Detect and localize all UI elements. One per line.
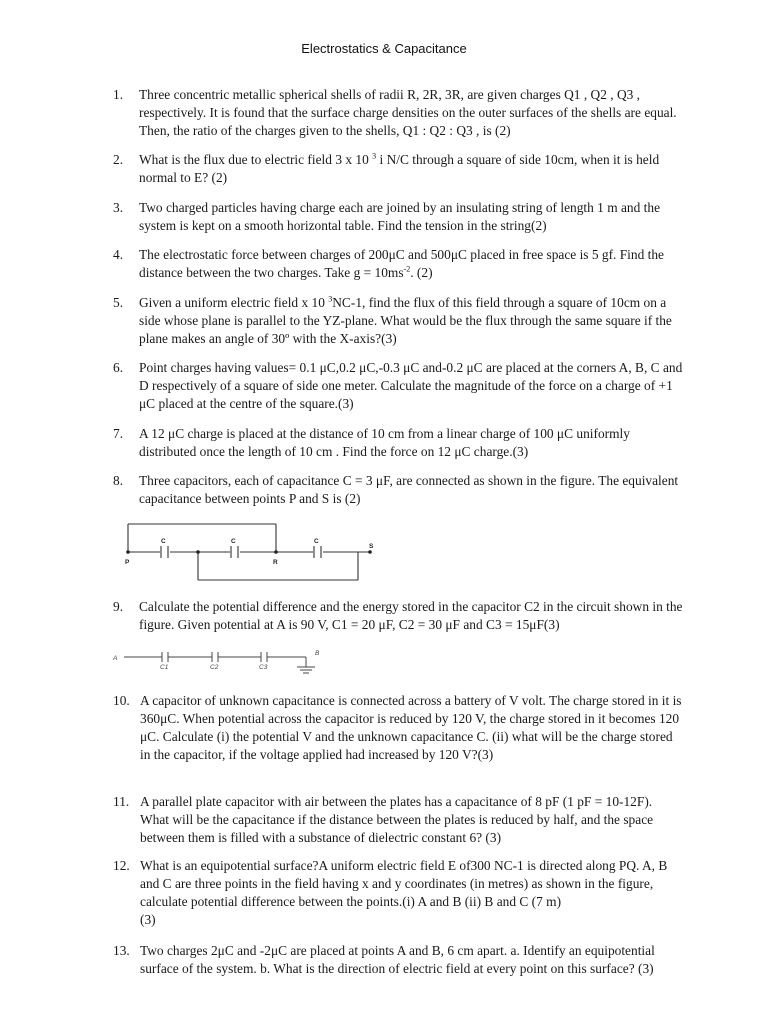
question-text: Point charges having values= 0.1 μC,0.2 μC,-0.3 μC and-0.2 μC are placed at the corners A, B, C and D respectively of a square of side one meter. Calculate the magnitude of the force on a charge of +1 μC placed at the centre of the square.(3)	[139, 360, 683, 411]
question-number: 10.	[113, 693, 130, 708]
question-number: 13.	[113, 943, 130, 958]
question-text: What is the flux due to electric field 3 x 10 $^3$ i N/C through a square of side 10cm, when it is held normal to E? (2)	[139, 151, 660, 185]
question-10	[113, 692, 683, 764]
label-c3: C3	[259, 664, 268, 671]
label-c2: C2	[210, 664, 219, 671]
question-8	[113, 472, 683, 508]
question-number: 6.	[113, 360, 124, 375]
question-text: Three capacitors, each of capacitance C = 3 μF, are connected as shown in the figure. The equivalent capacitance between points P and S is (2)	[139, 473, 679, 506]
label-a: A	[113, 655, 118, 662]
question-13	[113, 942, 683, 978]
label-s: S	[369, 543, 374, 550]
question-number: 11.	[113, 794, 130, 809]
label-c3: C	[314, 538, 319, 545]
question-3	[113, 199, 683, 235]
label-r: R	[273, 559, 278, 566]
question-number: 1.	[113, 87, 124, 102]
label-c1: C1	[160, 664, 169, 671]
question-number: 12.	[113, 858, 130, 873]
question-number: 9.	[113, 599, 124, 614]
question-12	[113, 857, 683, 929]
question-number: 2.	[113, 152, 124, 167]
question-text: A capacitor of unknown capacitance is connected across a battery of V volt. The charge stored in it is 360μC. When potential across the capacitor is reduced by 120 V, the charge stored in it becomes 120 μC. Calculate (i) the potential V and the unknown capacitance C. (ii) what will be the charge stored in the capacitor, if the voltage applied had increased by 120 V?(3)	[140, 693, 682, 762]
capacitor-circuit-figure-1	[108, 518, 388, 584]
question-2	[113, 151, 683, 187]
capacitor-circuit-figure-2	[110, 645, 340, 681]
question-text: Three concentric metallic spherical shells of radii R, 2R, 3R, are given charges Q1 , Q2 , Q3 , respectively. It is found that the surface charge densities on the outer surfaces of the shells are equal. Then, the ratio of the charges given to the shells, Q1 : Q2 : Q3 , is (2)	[139, 87, 677, 138]
question-text: Given a uniform electric field x 10 $^3$NC-1, find the flux of this field through a square of 10cm on a side whose plane is parallel to the YZ-plane. What would be the flux through the same square if the plane makes an angle of 30º with the X-axis?(3)	[139, 294, 672, 346]
question-7	[113, 425, 683, 461]
label-c1: C	[161, 538, 166, 545]
question-text: A parallel plate capacitor with air between the plates has a capacitance of 8 pF (1 pF = 10-12F). What will be the capacitance if the distance between the plates is reduced by half, and the space between them is filled with a substance of dielectric constant 6? (3)	[140, 794, 654, 845]
question-number: 7.	[113, 426, 124, 441]
question-text: What is an equipotential surface?A uniform electric field E of300 NC-1 is directed along PQ. A, B and C are three points in the field having x and y coordinates (in metres) as shown in the figure, calculate potential difference between the points.(i) A and B (ii) B and C (7 m) (3)	[140, 858, 668, 927]
question-number: 4.	[113, 247, 124, 262]
label-b: B	[315, 650, 320, 657]
label-p: P	[125, 559, 130, 566]
question-1	[113, 86, 683, 140]
question-number: 5.	[113, 295, 124, 310]
question-6	[113, 359, 683, 413]
question-text: Two charges 2μC and -2μC are placed at points A and B, 6 cm apart. a. Identify an equipotential surface of the system. b. What is the direction of electric field at every point on this surface? (3)	[140, 943, 655, 976]
question-5	[113, 294, 683, 348]
question-text: Calculate the potential difference and the energy stored in the capacitor C2 in the circuit shown in the figure. Given potential at A is 90 V, C1 = 20 μF, C2 = 30 μF and C3 = 15μF(3)	[139, 599, 683, 632]
question-number: 3.	[113, 200, 124, 215]
question-9	[113, 598, 683, 634]
question-11	[113, 793, 683, 847]
question-text: The electrostatic force between charges of 200μC and 500μC placed in free space is 5 gf. Find the distance between the two charges. Take $g = 10ms^{-2}$. (2)	[139, 247, 665, 280]
question-4	[113, 246, 683, 282]
question-text: Two charged particles having charge each are joined by an insulating string of length 1 m and the system is kept on a smooth horizontal table. Find the tension in the string(2)	[139, 200, 661, 233]
question-text: A 12 μC charge is placed at the distance of 10 cm from a linear charge of 100 μC uniformly distributed once the length of 10 cm . Find the force on 12 μC charge.(3)	[139, 426, 630, 459]
label-c2: C	[231, 538, 236, 545]
question-number: 8.	[113, 473, 124, 488]
page-title: Electrostatics & Capacitance	[301, 41, 467, 56]
